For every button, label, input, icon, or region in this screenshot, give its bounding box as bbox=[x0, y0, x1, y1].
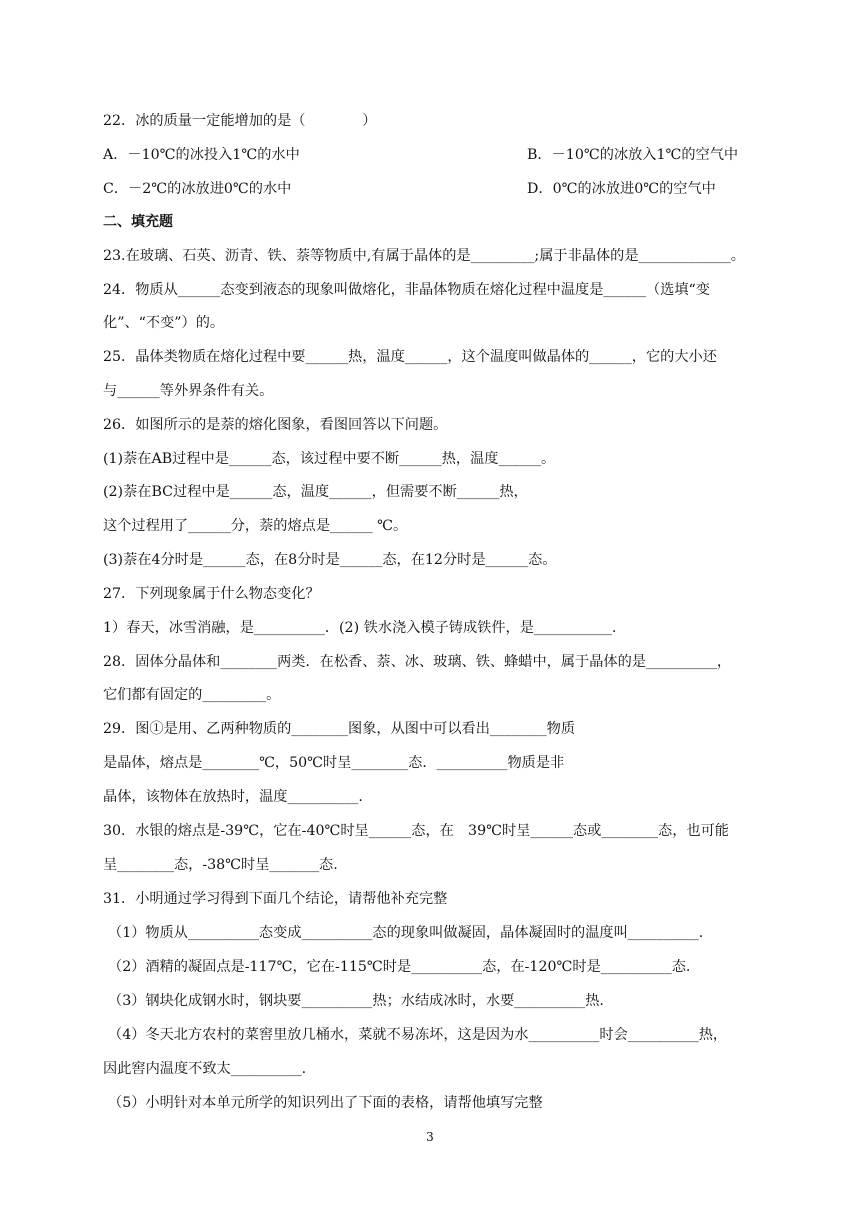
q25-line-2: 与______等外界条件有关。 bbox=[103, 383, 274, 399]
q26-part-1: (1)萘在AB过程中是______态，该过程中要不断______热，温度______。 bbox=[103, 451, 556, 467]
q26-part-2a: (2)萘在BC过程中是______态，温度______，但需要不断______热， bbox=[103, 484, 528, 500]
q24-line-2: 化”、“不变”）的。 bbox=[103, 315, 225, 331]
q31-statement-5: （5）小明针对本单元所学的知识列出了下面的表格，请帮他填写完整 bbox=[108, 1095, 543, 1111]
q26-part-3: (3)萘在4分时是______态，在8分时是______态，在12分时是______态。 bbox=[103, 552, 557, 568]
q22-stem: 22．冰的质量一定能增加的是（ ） bbox=[103, 113, 377, 129]
section-heading: 二、填充题 bbox=[103, 214, 173, 230]
q28-line-2: 它们都有固定的_________。 bbox=[103, 687, 281, 703]
q24-line-1: 24．物质从______态变到液态的现象叫做熔化，非晶体物质在熔化过程中温度是______（选填“变 bbox=[103, 282, 710, 298]
q22-option-d: D．0℃的冰放进0℃的空气中 bbox=[527, 181, 716, 197]
q31-stem: 31．小明通过学习得到下面几个结论，请帮他补充完整 bbox=[103, 891, 448, 907]
q31-statement-4b: 因此窖内温度不致太__________. bbox=[103, 1061, 307, 1077]
q26-stem: 26．如图所示的是萘的熔化图象，看图回答以下问题。 bbox=[103, 417, 448, 433]
q31-statement-4a: （4）冬天北方农村的菜窖里放几桶水，菜就不易冻坏，这是因为水__________时会__________热， bbox=[108, 1027, 728, 1043]
q23-line: 23.在玻璃、石英、沥青、铁、萘等物质中,有属于晶体的是_________;属于非晶体的是_____________。 bbox=[103, 248, 745, 264]
q29-line-2: 是晶体，熔点是________℃，50℃时呈________态．__________物质是非 bbox=[103, 755, 565, 771]
q29-line-3: 晶体，该物体在放热时，温度__________. bbox=[103, 789, 363, 805]
q29-line-1: 29．图①是用、乙两种物质的________图象，从图中可以看出________物质 bbox=[103, 721, 576, 737]
q28-line-1: 28．固体分晶体和________两类．在松香、萘、冰、玻璃、铁、蜂蜡中，属于晶体的是__________， bbox=[103, 654, 732, 670]
q22-options-row-1 bbox=[103, 145, 783, 165]
page-number: 3 bbox=[426, 1130, 434, 1144]
q27-line: 1）春天，冰雪消融，是__________．(2) 铁水浇入模子铸成铁件，是___________. bbox=[103, 620, 617, 636]
q22-options-row-2 bbox=[103, 179, 783, 199]
q27-stem: 27．下列现象属于什么物态变化？ bbox=[103, 586, 320, 602]
q22-option-a: A．－10℃的冰投入1℃的水中 bbox=[103, 147, 300, 163]
q22-option-c: C．－2℃的冰放进0℃的水中 bbox=[103, 181, 292, 197]
q22-option-b: B．－10℃的冰放入1℃的空气中 bbox=[527, 147, 739, 163]
q31-statement-2: （2）酒精的凝固点是-117℃，它在-115℃时是__________态，在-120℃时是__________态. bbox=[108, 959, 691, 975]
q25-line-1: 25．晶体类物质在熔化过程中要______热，温度______，这个温度叫做晶体的______，它的大小还 bbox=[103, 349, 717, 365]
q30-line-1: 30．水银的熔点是-39℃，它在-40℃时呈______态，在 39℃时呈______态或________态，也可能 bbox=[103, 823, 729, 839]
q26-part-2b: 这个过程用了______分，萘的熔点是______ ℃。 bbox=[103, 518, 408, 534]
q30-line-2: 呈________态，-38℃时呈_______态. bbox=[103, 857, 338, 873]
q31-statement-1: （1）物质从__________态变成__________态的现象叫做凝固，晶体凝固时的温度叫__________. bbox=[108, 925, 704, 941]
q31-statement-3: （3）钢块化成钢水时，钢块要__________热；水结成冰时，水要__________热. bbox=[108, 993, 604, 1009]
